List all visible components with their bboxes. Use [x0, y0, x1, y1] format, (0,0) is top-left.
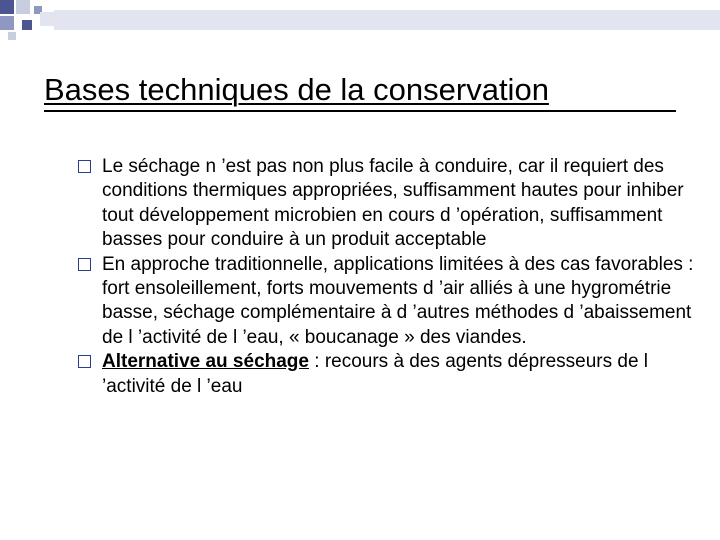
list-item [78, 155, 698, 253]
hollow-square-bullet-icon [78, 160, 91, 173]
list-item [78, 253, 698, 351]
bullet-text: En approche traditionnelle, applications limitées à des cas favorables : fort ensoleillement, forts mouvements d ’air alliés à une hygrométrie basse, séchage complémentaire à d ’autres méthodes d ’abaissement de l ’activité de l ’eau, « boucanage » des viandes. [102, 253, 694, 348]
hollow-square-bullet-icon [78, 258, 91, 271]
page-title: Bases techniques de la conservation [44, 72, 549, 107]
bullet-text: : recours à des agents dépresseurs de l ’activité de l ’eau [102, 351, 649, 397]
emphasis-link[interactable]: Alternative au séchage [102, 351, 309, 373]
bullet-list [78, 155, 698, 399]
list-item [78, 350, 698, 399]
hollow-square-bullet-icon [78, 355, 91, 368]
bullet-text: Le séchage n ’est pas non plus facile à conduire, car il requiert des conditions thermiques appropriées, suffisamment hautes pour inhiber tout développement microbien en cours d ’opération, suffisamment basses pour conduire à un produit acceptable [102, 156, 684, 251]
decorative-header-pattern [0, 0, 720, 50]
title-divider [44, 110, 676, 112]
